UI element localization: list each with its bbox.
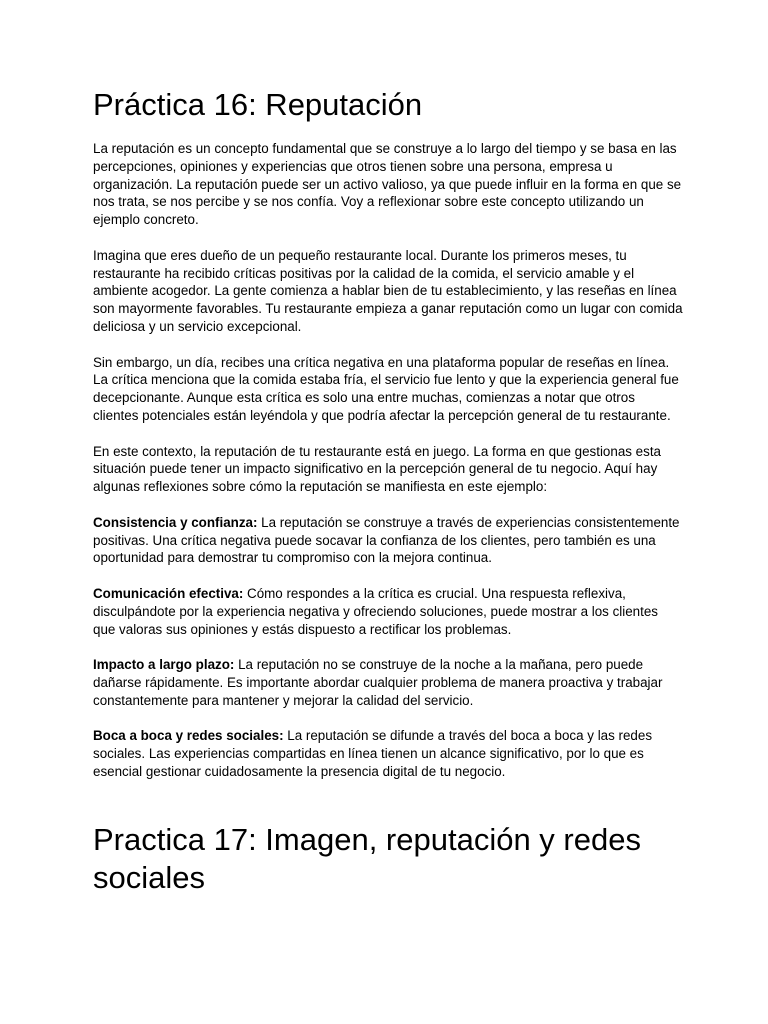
paragraph-negative-review: Sin embargo, un día, recibes una crítica negativa en una plataforma popular de reseñas en línea. La crítica menciona que la comida estaba fría, el servicio fue lento y que la experiencia general fue decepcionante. Aunque esta crítica es solo una entre muchas, comienzas a notar que otros clientes potenciales están leyéndola y que podría afectar la percepción general de tu restaurante. — [93, 354, 679, 423]
point-text: La reputación se construye a través de experiencias consistentemente positivas. Una crítica negativa puede socavar la confianza de los clientes, pero también es una oportunidad para demostrar tu compromiso con la mejora continua. — [93, 514, 680, 566]
point-text: La reputación no se construye de la noche a la mañana, pero puede dañarse rápidamente. Es importante abordar cualquier problema de manera proactiva y trabajar constantemente para mantener y mejorar la calidad del servicio. — [93, 657, 663, 708]
point-term: Impacto a largo plazo: — [93, 657, 235, 673]
paragraph-intro: La reputación es un concepto fundamental que se construye a lo largo del tiempo y se basa en las percepciones, opiniones y experiencias que otros tienen sobre una persona, empresa u organización. La reputación puede ser un activo valioso, ya que puede influir en la forma en que se nos trata, se nos percibe y se nos confía. Voy a reflexionar sobre este concepto utilizando un ejemplo concreto. — [93, 141, 682, 228]
point-term: Comunicación efectiva: — [93, 585, 244, 601]
point-term: Consistencia y confianza: — [93, 514, 258, 530]
paragraph-context: En este contexto, la reputación de tu restaurante está en juego. La forma en que gestionas esta situación puede tener un impacto significativo en la percepción general de tu negocio. Aquí hay algunas reflexiones sobre cómo la reputación se manifiesta en este ejemplo: — [93, 443, 661, 495]
point-term: Boca a boca y redes sociales: — [93, 728, 284, 744]
point-consistencia — [93, 514, 683, 567]
document-page — [93, 86, 683, 913]
heading-practica-16: Práctica 16: Reputación — [93, 87, 423, 122]
point-comunicacion — [93, 585, 683, 638]
heading-practica-17: Practica 17: Imagen, reputación y redes sociales — [93, 821, 641, 895]
point-text: La reputación se difunde a través del boca a boca y las redes sociales. Las experiencias compartidas en línea tienen un alcance significativo, por lo que es esencial gestionar cuidadosamente la presencia digital de tu negocio. — [93, 728, 653, 779]
point-boca-a-boca — [93, 727, 683, 780]
point-impacto — [93, 656, 683, 709]
point-text: Cómo respondes a la crítica es crucial. Una respuesta reflexiva, disculpándote por la experiencia negativa y ofreciendo soluciones, puede mostrar a los clientes que valoras sus opiniones y estás dispuesto a rectificar los problemas. — [93, 585, 658, 637]
paragraph-example: Imagina que eres dueño de un pequeño restaurante local. Durante los primeros meses, tu restaurante ha recibido críticas positivas por la calidad de la comida, el servicio amable y el ambiente acogedor. La gente comienza a hablar bien de tu establecimiento, y las reseñas en línea son mayormente favorables. Tu restaurante empieza a ganar reputación como un lugar con comida deliciosa y un servicio excepcional. — [93, 247, 683, 334]
